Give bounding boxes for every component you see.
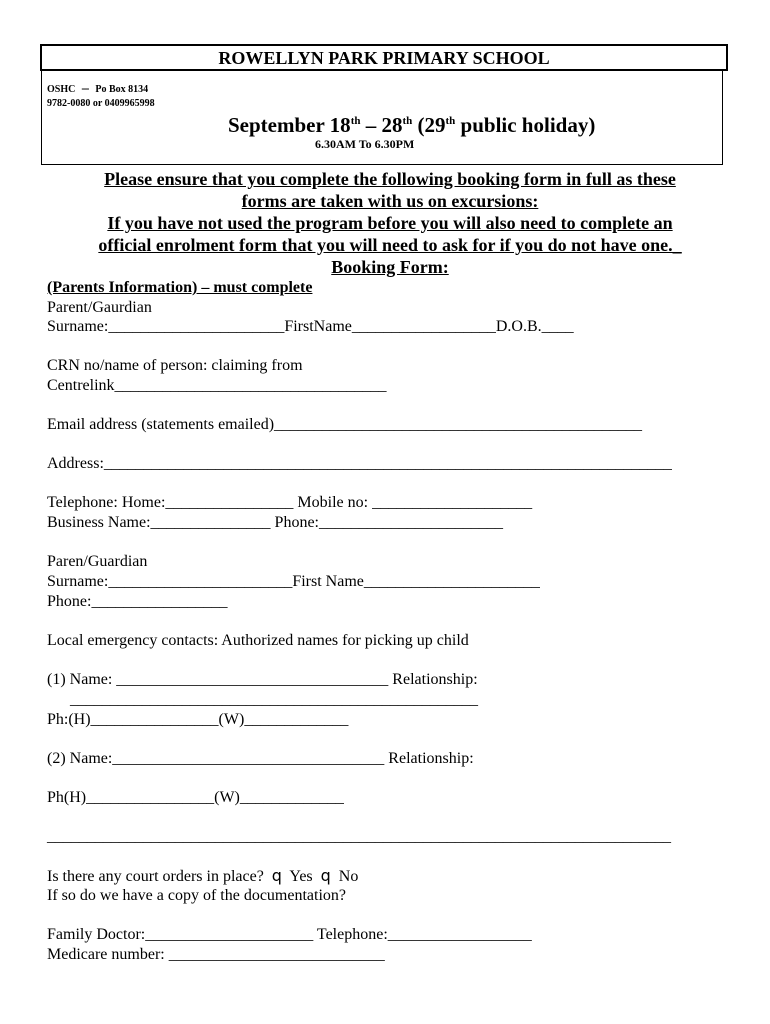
instruction-line-2: forms are taken with us on excursions:: [241, 191, 539, 211]
oshc-line: [47, 81, 148, 97]
school-title: ROWELLYN PARK PRIMARY SCHOOL: [40, 44, 728, 71]
booking-form-heading: Booking Form:: [331, 257, 449, 277]
program-hours: 6.30AM To 6.30PM: [315, 137, 415, 151]
emergency2-phone-field[interactable]: Ph(H)________________(W)_____________: [47, 789, 344, 806]
no-checkbox-icon[interactable]: q: [320, 866, 331, 885]
no-label: No: [334, 868, 359, 885]
emergency-contacts-label: Local emergency contacts: Authorized names for picking up child: [47, 632, 469, 649]
guardian2-label: Paren/Guardian: [47, 553, 148, 570]
medicare-field[interactable]: Medicare number: ___________________________: [47, 946, 385, 963]
family-doctor-field[interactable]: Family Doctor:_____________________ Telephone:__________________: [47, 926, 532, 943]
blank-line-field[interactable]: ______________________________________________________________________________: [47, 828, 671, 845]
parent-guardian-label: Parent/Gaurdian: [47, 299, 152, 316]
yes-label: Yes: [285, 868, 317, 885]
business-field[interactable]: Business Name:_______________ Phone:_______________________: [47, 514, 503, 531]
guardian2-phone-field[interactable]: Phone:_________________: [47, 593, 228, 610]
guardian2-surname-field[interactable]: Surname:_______________________First Name______________________: [47, 573, 540, 590]
parent-surname-field[interactable]: Surname:______________________FirstName__________________D.O.B.____: [47, 318, 574, 335]
header-info-box: [41, 71, 723, 165]
parents-info-heading: (Parents Information) – must complete: [47, 279, 313, 296]
yes-checkbox-icon[interactable]: q: [271, 866, 282, 885]
crn-label: CRN no/name of person: claiming from: [47, 357, 303, 374]
emergency1-phone-field[interactable]: Ph:(H)________________(W)_____________: [47, 711, 349, 728]
telephone-field[interactable]: Telephone: Home:________________ Mobile no: ____________________: [47, 494, 533, 511]
emergency2-name-field[interactable]: (2) Name:__________________________________ Relationship:: [47, 750, 474, 767]
instruction-line-4: official enrolment form that you will need to ask for if you do not have one._: [98, 235, 682, 255]
emergency1-relationship-field[interactable]: ___________________________________________________: [70, 691, 478, 708]
program-dates: September 18th – 28th (29th public holiday): [228, 113, 596, 137]
contact-phones: 9782-0080 or 0409965998: [47, 98, 155, 109]
email-field[interactable]: Email address (statements emailed)______________________________________________: [47, 416, 643, 433]
po-box: Po Box 8134: [95, 84, 149, 95]
instruction-line-1: Please ensure that you complete the following booking form in full as these: [104, 169, 676, 189]
instruction-line-3: If you have not used the program before you will also need to complete an: [107, 213, 673, 233]
oshc-dash: –: [81, 81, 89, 96]
address-field[interactable]: Address:_______________________________________________________________________: [47, 455, 672, 472]
court-orders-question: Is there any court orders in place? q Yes q No: [47, 866, 359, 885]
emergency1-name-field[interactable]: (1) Name: __________________________________ Relationship:: [47, 671, 478, 688]
centrelink-field[interactable]: Centrelink__________________________________: [47, 377, 387, 394]
oshc-label: OSHC: [47, 84, 76, 95]
documentation-question: If so do we have a copy of the documentation?: [47, 887, 347, 904]
